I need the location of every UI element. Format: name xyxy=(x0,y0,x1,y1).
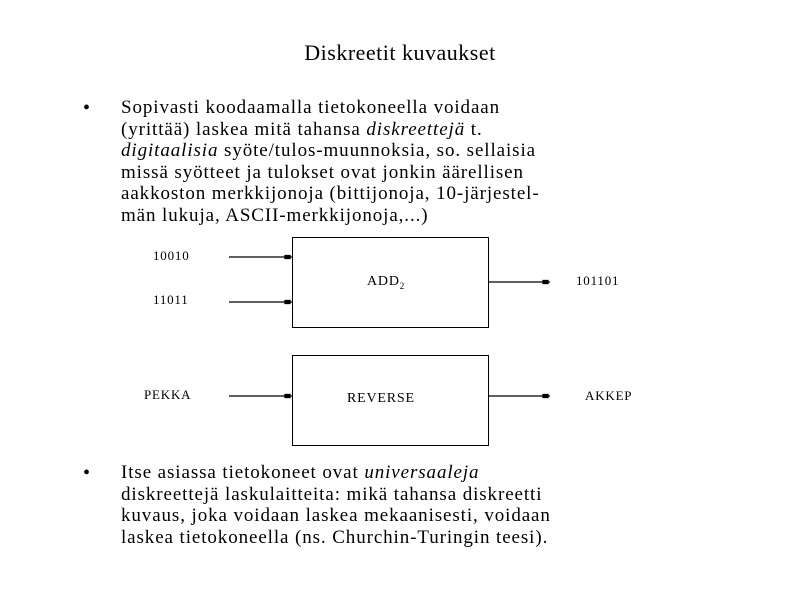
add-label-text: ADD xyxy=(367,274,400,289)
text-span: syöte/tulos-muunnoksia, so. sellaisia xyxy=(218,140,536,161)
emphasis-text: universaaleja xyxy=(364,462,480,483)
text-span: män lukuja, ASCII-merkkijonoja,...) xyxy=(121,204,429,226)
text-span: t. xyxy=(465,118,483,140)
emphasis-text: diskreettejä xyxy=(366,118,466,140)
reverse-input-label: PEKKA xyxy=(144,387,192,402)
emphasis-text: digitaalisia xyxy=(121,140,219,161)
reverse-input-arrowhead xyxy=(285,395,290,398)
text-line xyxy=(121,527,761,549)
text-span: (yrittää) laskea mitä tahansa xyxy=(121,118,367,140)
bullet-1-marker: • xyxy=(83,97,91,119)
reverse-output-label: AKKEP xyxy=(585,388,633,403)
text-span: aakkoston merkkijonoja (bittijonoja, 10-järjestel- xyxy=(121,183,540,204)
add-label-subscript: 2 xyxy=(399,280,406,291)
text-span: Itse asiassa tietokoneet ovat xyxy=(121,462,365,483)
text-span: missä syötteet ja tulokset ovat jonkin äärellisen xyxy=(121,161,524,183)
reverse-output-arrowhead xyxy=(543,395,548,398)
text-span: laskea tietokoneella (ns. Churchin-Turingin teesi). xyxy=(121,526,549,548)
bullet-2-text xyxy=(121,462,761,548)
text-line xyxy=(121,505,761,527)
text-span: kuvaus, joka voidaan laskea mekaanisesti, voidaan xyxy=(121,505,551,526)
add-input-1-arrowhead xyxy=(285,256,290,259)
add-function-label xyxy=(367,274,405,291)
add-input-2-label: 11011 xyxy=(153,292,189,307)
text-span: diskreettejä laskulaitteita: mikä tahansa diskreetti xyxy=(121,483,543,505)
reverse-function-label: REVERSE xyxy=(347,391,415,406)
add-input-1-label: 10010 xyxy=(153,248,190,263)
bullet-2-marker: • xyxy=(83,462,91,484)
add-output-label: 101101 xyxy=(576,273,620,288)
text-span: Sopivasti koodaamalla tietokoneella voidaan xyxy=(121,97,501,118)
text-line xyxy=(121,484,761,506)
add-output-arrowhead xyxy=(543,281,548,284)
slide-title: Diskreetit kuvaukset xyxy=(304,40,496,65)
text-line xyxy=(121,462,761,484)
add-input-2-arrowhead xyxy=(285,301,290,304)
